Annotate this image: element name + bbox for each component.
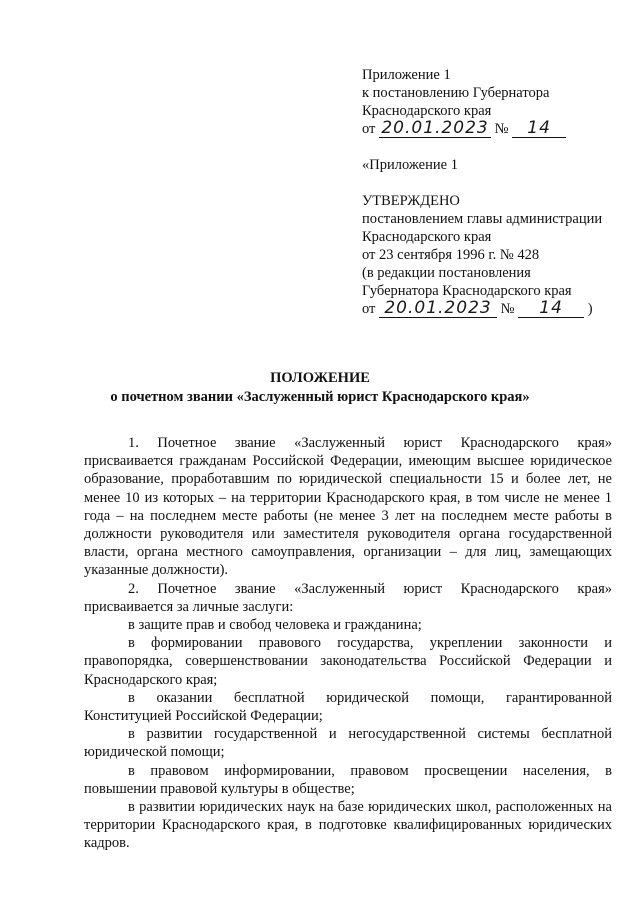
approved-date-line [362, 300, 622, 318]
approved-line-1: постановлением главы администрации [362, 211, 603, 227]
quoted-appendix-title: «Приложение 1 [362, 157, 458, 173]
paragraph-8: в развитии юридических наук на базе юридических школ, расположенных на территории Краснодарского края, в подготовке квалифицированных юридических кадров. [84, 799, 612, 852]
appendix-region: Краснодарского края [362, 103, 492, 119]
handwritten-date: 20.01.2023 [381, 118, 489, 138]
paragraph-1: 1. Почетное звание «Заслуженный юрист Краснодарского края» присваивается гражданам Российской Федерации, имеющим высшее юридическое образование, проработавшим по юридической специальности 15 и более лет, не менее 10 из которых – на территории Краснодарского края, в том числе не менее 1 года – на последнем месте работы (не менее 3 лет на последнем месте работы в должности руководителя или заместителя руководителя органа государственной власти, органа местного самоуправления, организации – для лиц, замещающих указанные должности). [84, 435, 612, 579]
handwritten-date-2: 20.01.2023 [384, 298, 492, 318]
approved-line-4: (в редакции постановления [362, 265, 531, 281]
paragraph-3: в защите прав и свобод человека и гражданина; [128, 617, 422, 634]
document-title: ПОЛОЖЕНИЕ [270, 370, 370, 386]
approved-line-2: Краснодарского края [362, 229, 492, 245]
paragraph-7: в правовом информировании, правовом просвещении населения, в повышении правовой культуры в обществе; [84, 762, 612, 797]
appendix-block [362, 66, 622, 318]
paragraph-2: 2. Почетное звание «Заслуженный юрист Краснодарского края» присваивается за личные заслуги: [84, 580, 612, 615]
handwritten-number-2: 14 [539, 298, 563, 318]
paragraph-5: в оказании бесплатной юридической помощи, гарантированной Конституцией Российской Федерации; [84, 689, 612, 725]
paragraph-4: в формировании правового государства, укреплении законности и правопорядка, совершенствовании законодательства Российской Федерации и Краснодарского края; [84, 635, 612, 688]
handwritten-number: 14 [527, 118, 551, 138]
appendix-title: Приложение 1 [362, 67, 451, 83]
number-label-2: № [500, 301, 515, 317]
appendix-reference: к постановлению Губернатора [362, 85, 550, 101]
document-subtitle: о почетном звании «Заслуженный юрист Краснодарского края» [110, 389, 530, 405]
number-label: № [494, 121, 509, 137]
closing-paren: ) [587, 301, 593, 317]
from-label: от [362, 121, 376, 137]
document-body [84, 434, 612, 853]
approved-line-5: Губернатора Краснодарского края [362, 283, 572, 299]
paragraph-6: в развитии государственной и негосударственной системы бесплатной юридической помощи; [84, 726, 612, 761]
approved-line-3: от 23 сентября 1996 г. № 428 [362, 247, 540, 263]
from-label-2: от [362, 301, 376, 317]
appendix-date-line [362, 120, 622, 138]
approved-heading: УТВЕРЖДЕНО [362, 193, 460, 209]
